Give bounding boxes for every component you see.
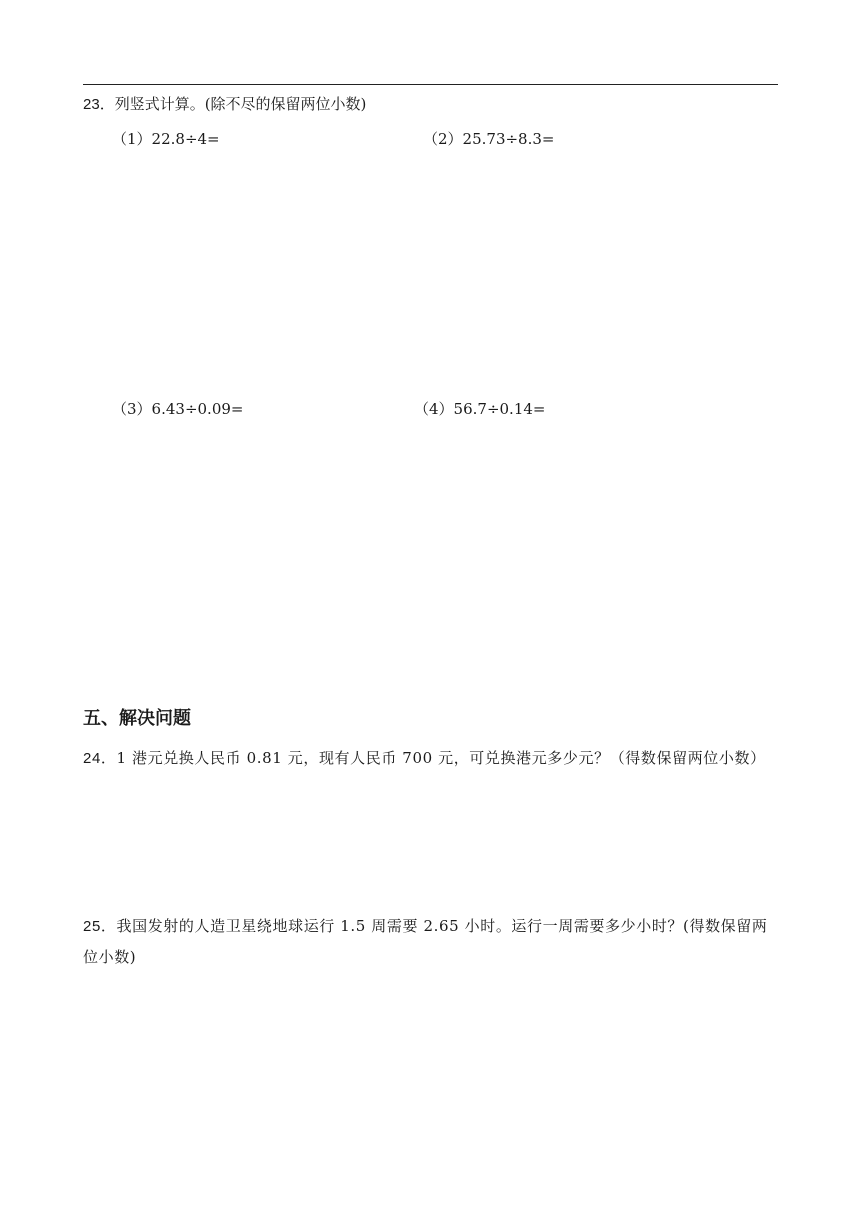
question-24-text: ．1 港元兑换人民币 0.81 元，现有人民币 700 元，可兑换港元多少元？（得数保留两位小数） — [100, 749, 766, 767]
question-23-item-3: （3）6.43÷0.09= — [112, 400, 244, 418]
question-23-item-4: （4）56.7÷0.14= — [414, 400, 546, 418]
question-25 — [83, 911, 783, 972]
question-23-text: ．列竖式计算。(除不尽的保留两位小数) — [99, 95, 367, 113]
question-25-text: ．我国发射的人造卫星绕地球运行 1.5 周需要 2.65 小时。运行一周需要多少小时？(得数保留两位小数) — [83, 917, 768, 966]
section-5-title: 五、解决问题 — [83, 708, 191, 729]
question-24-number: 24 — [83, 750, 101, 767]
question-24 — [83, 743, 783, 774]
question-23-number: 23 — [83, 96, 100, 113]
question-23-item-2: （2）25.73÷8.3= — [423, 130, 555, 148]
question-23-item-1: （1）22.8÷4= — [112, 130, 220, 148]
question-23-prompt — [83, 94, 366, 115]
header-rule — [83, 84, 778, 85]
question-25-number: 25 — [83, 918, 101, 935]
